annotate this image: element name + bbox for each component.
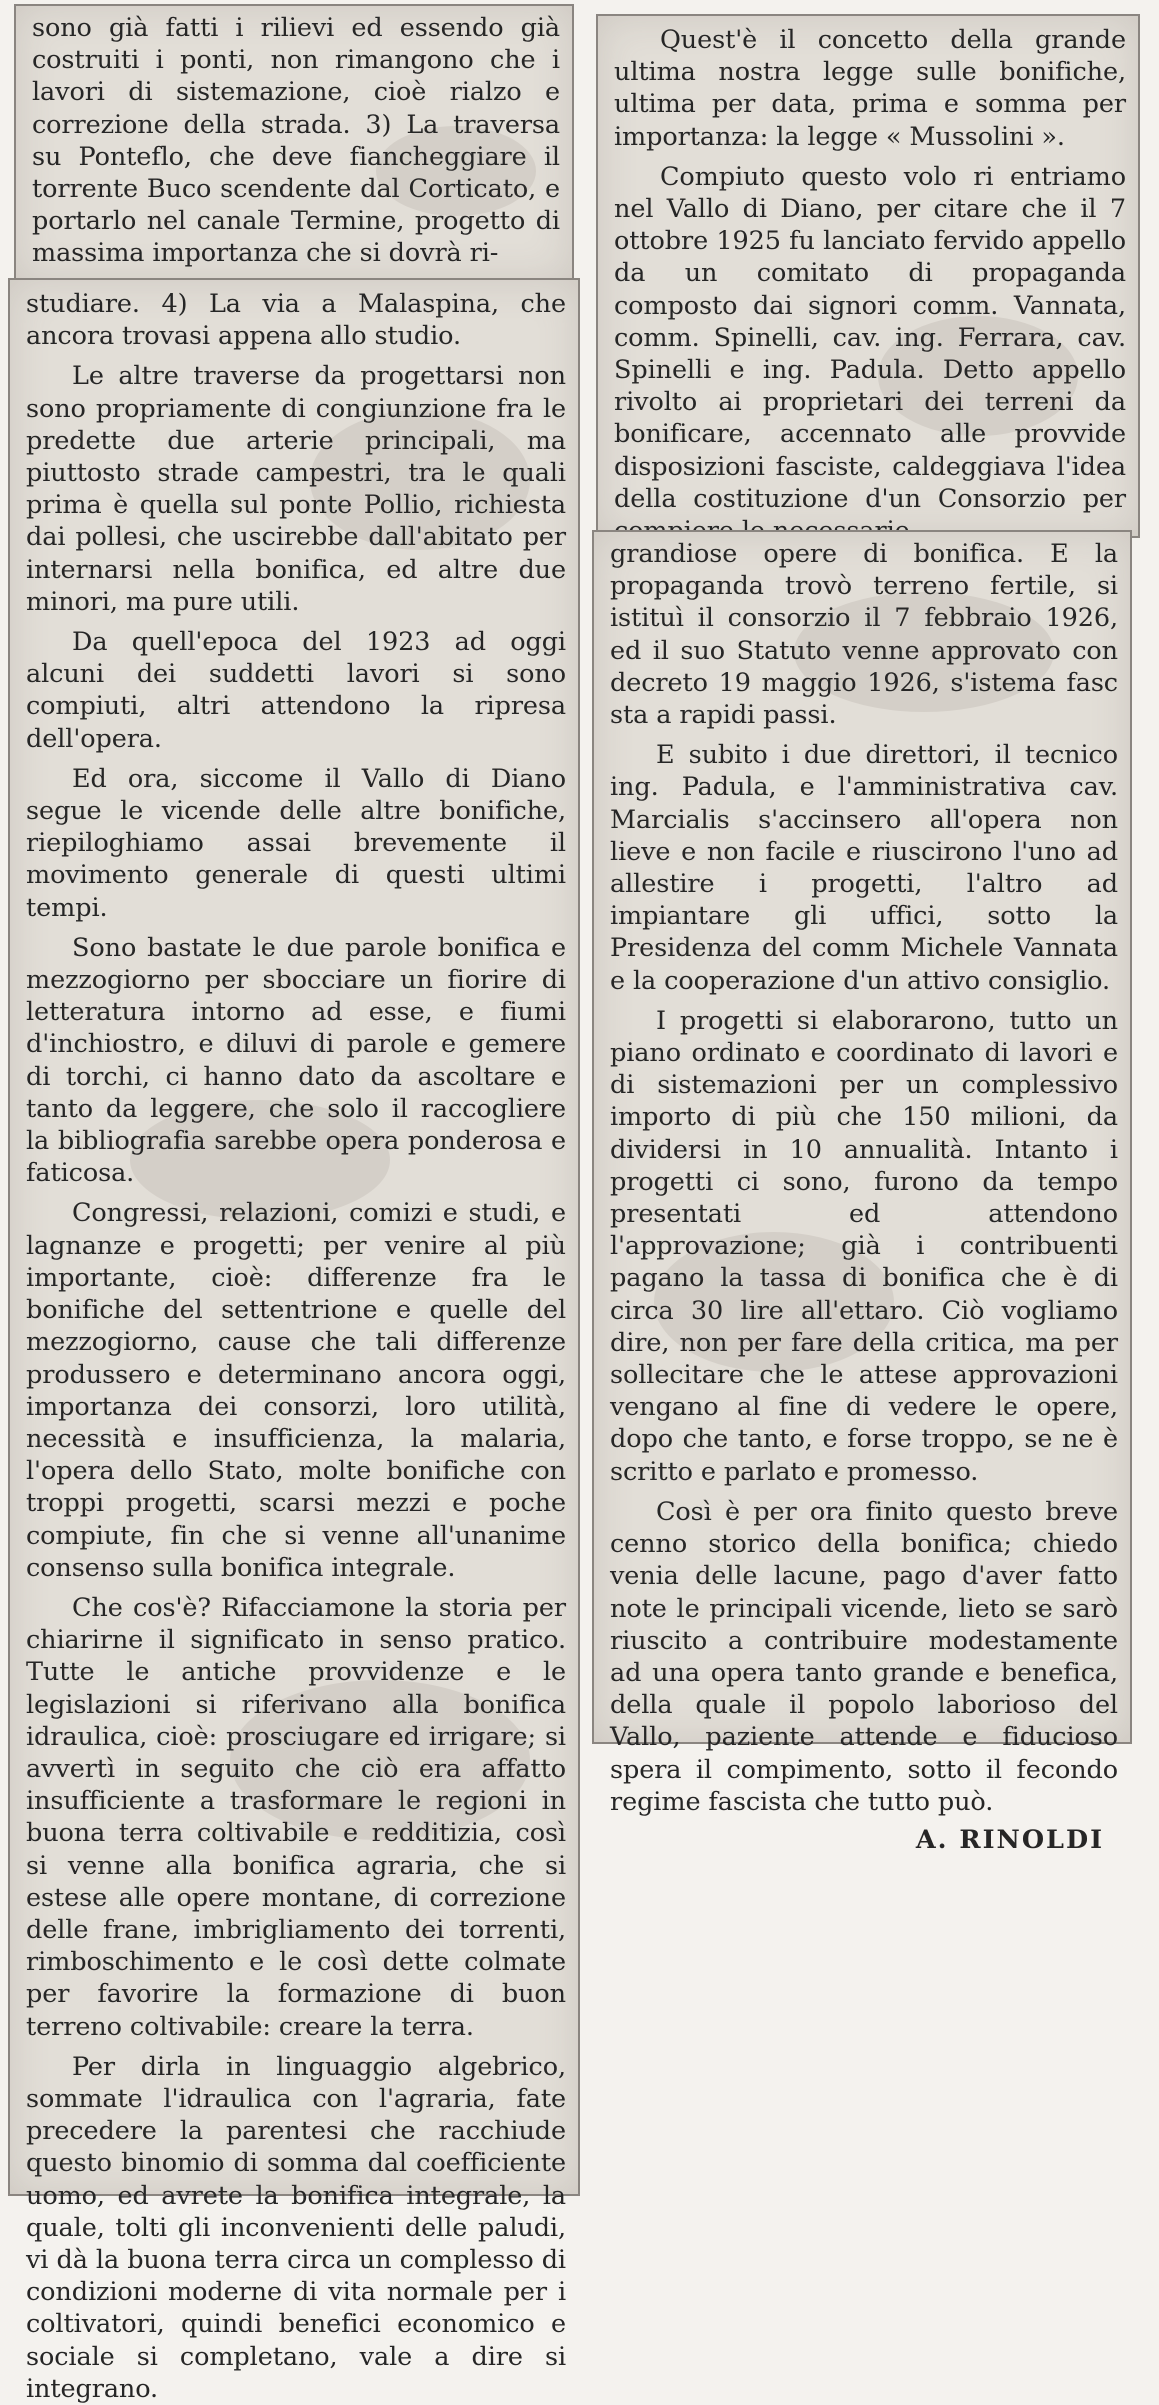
column-right-main xyxy=(610,538,1118,1856)
author-signature: A. RINOLDI xyxy=(915,1824,1104,1855)
paragraph: E subito i due direttori, il tecnico ing. Padula, e l'amministrativa cav. Marcialis s'accinsero all'opera non lieve e non facile e riuscirono l'uno ad allestire i progetti, l'altro ad impiantare gli uffici, sotto la Presidenza del comm Michele Vannata e la cooperazione d'un attivo consiglio. xyxy=(610,740,1118,996)
paragraph: Da quell'epoca del 1923 ad oggi alcuni dei suddetti lavori si sono compiuti, altri attendono la ripresa dell'opera. xyxy=(26,627,566,754)
paragraph: studiare. 4) La via a Malaspina, che ancora trovasi appena allo studio. xyxy=(26,289,566,352)
paragraph: Sono bastate le due parole bonifica e mezzogiorno per sbocciare un fiorire di letteratura intorno ad esse, e fiumi d'inchiostro, e diluvi di parole e gemere di torchi, ci hanno dato da ascoltare e tanto da leggere, che solo il raccogliere la bibliografia sarebbe opera ponderosa e faticosa. xyxy=(26,932,566,1189)
paragraph: grandiose opere di bonifica. E la propaganda trovò terreno fertile, si istituì il consorzio il 7 febbraio 1926, ed il suo Statuto venne approvato con decreto 19 maggio 1926, s'istema fasc sta a rapidi passi. xyxy=(610,539,1118,731)
clipping-left-top xyxy=(14,4,574,284)
paragraph: Le altre traverse da progettarsi non sono propriamente di congiunzione fra le predette due arterie principali, ma piuttosto strade campestri, tra le quali prima è quella sul ponte Pollio, richiesta dai pollesi, che uscirebbe dall'abitato per internarsi nella bonifica, ed altre due minori, ma pure utili. xyxy=(26,361,566,617)
paragraph: Ed ora, siccome il Vallo di Diano segue le vicende delle altre bonifiche, riepiloghiamo assai brevemente il movimento generale di questi ultimi tempi. xyxy=(26,763,566,923)
column-right-top xyxy=(614,24,1126,547)
paragraph: Congressi, relazioni, comizi e studi, e lagnanze e progetti; per venire al più importante, cioè: differenze fra le bonifiche del settentrione e quelle del mezzogiorno, cause che tali differenze produssero e determinano ancora oggi, importanza dei consorzi, loro utilità, necessità e insufficienza, la malaria, l'opera dello Stato, molte bonifiche con troppi progetti, scarsi mezzi e poche compiute, fin che si venne all'unanime consenso sulla bonifica integrale. xyxy=(26,1198,566,1583)
paragraph: Compiuto questo volo ri entriamo nel Vallo di Diano, per citare che il 7 ottobre 1925 fu lanciato fervido appello da un comitato di propaganda composto dai signori comm. Vannata, comm. Spinelli, cav. ing. Ferrara, cav. Spinelli e ing. Padula. Detto appello rivolto ai proprietari dei terreni da bonificare, accennato alle provvide disposizioni fasciste, caldeggiava l'idea della costituzione d'un Consorzio per xyxy=(614,161,1126,514)
paragraph: Per dirla in linguaggio algebrico, sommate l'idraulica con l'agraria, fate precedere la parentesi che racchiude questo binomio di somma dal coefficiente uomo, ed avrete la bonifica integrale, la quale, tolti gli inconvenienti delle paludi, vi dà la buona terra circa un complesso di condizioni moderne di vita normale per i coltivatori, quindi benefici economico e sociale si completano, vale a dire si integrano. xyxy=(26,2051,566,2404)
clipping-left-main xyxy=(8,278,580,2404)
paragraph: sono già fatti i rilievi ed essendo già costruiti i ponti, non rimangono che i lavori di sistemazione, cioè rialzo e correzione della strada. 3) La traversa su Ponteflo, che deve fiancheggiare il torrente Buco scendente dal Corticato, e portarlo nel canale Termine, progetto di massima importanza che si dovrà ri- xyxy=(32,13,560,269)
paragraph: I progetti si elaborarono, tutto un piano ordinato e coordinato di lavori e di sistemazioni per un complessivo importo di più che 150 milioni, da dividersi in 10 annualità. Intanto i progetti ci sono, furono da tempo presentati ed attendono l'approvazione; già i contribuenti pagano la tassa di bonifica che è di circa 30 lire all'ettaro. Ciò vogliamo dire, non per fare della critica, ma per sollecitare che le attese approvazioni vengano al fine di vedere le opere, dopo che tanto, e forse troppo, se ne è scritto e parlato e promesso. xyxy=(610,1005,1118,1487)
paragraph: Così è per ora finito questo breve cenno storico della bonifica; chiedo venia delle lacune, pago d'aver fatto note le principali vicende, lieto se sarò riuscito a contribuire modestamente ad una opera tanto grande e benefica, della quale il popolo laborioso del Vallo, paziente attende e fiducioso spera il compimento, sotto il fecondo regime fascista che tutto può. xyxy=(610,1496,1118,1817)
column-left-top xyxy=(32,12,560,270)
clipping-right-main xyxy=(592,530,1132,1855)
clipping-right-top xyxy=(596,14,1140,538)
column-left-main xyxy=(26,288,566,2405)
paragraph: Che cos'è? Rifacciamone la storia per chiarirne il significato in senso pratico. Tutte le antiche provvidenze e le legislazioni si riferivano alla bonifica idraulica, cioè: prosciugare ed irrigare; si avvertì in seguito che ciò era affatto insufficiente a trasformare le regioni in buona terra coltivabile e redditizia, così si venne alla bonifica agraria, che si estese alle opere montane, di correzione delle frane, imbrigliamento dei torrenti, rimboschimento e le così dette colmate per favorire la formazione di buon terreno coltivabile: creare la terra. xyxy=(26,1592,566,2042)
paragraph: Quest'è il concetto della grande ultima nostra legge sulle bonifiche, ultima per data, prima e somma per importanza: la legge « Mussolini ». xyxy=(614,25,1126,152)
